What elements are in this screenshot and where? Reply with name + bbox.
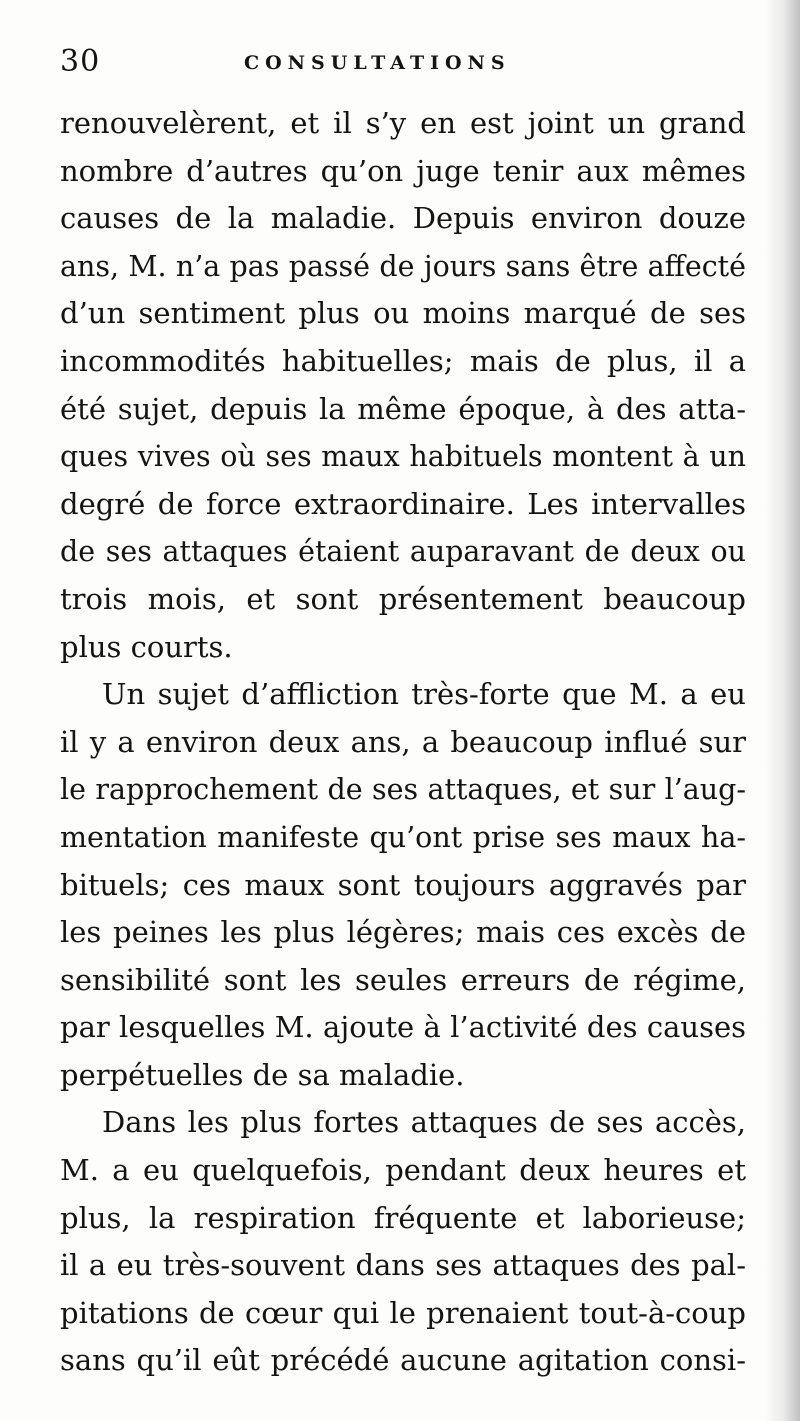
text-line: pitations de cœur qui le prenaient tout-à-coup [60,1295,746,1330]
text-line: M. a eu quelquefois, pendant deux heures et [60,1153,746,1188]
text-line: plus courts. [60,629,233,664]
text-line: ans, M. n’a pas passé de jours sans être affecté [60,249,746,283]
text-line: causes de la maladie. Depuis environ douze [60,201,746,236]
text-line: ques vives où ses maux habituels montent à un [60,440,746,474]
text-line: mentation manifeste qu’ont prise ses maux ha- [60,820,746,854]
page-edge-shadow [764,0,800,1421]
paragraph-1 [60,100,746,671]
text-line: de ses attaques étaient auparavant de deux ou [60,535,746,569]
text-line: le rapprochement de ses attaques, et sur l’aug- [60,773,746,807]
text-line: d’un sentiment plus ou moins marqué de ses [60,296,746,331]
text-line: perpétuelles de sa maladie. [60,1057,465,1092]
text-line: sans qu’il eût précédé aucune agitation consi- [60,1343,746,1378]
text-line: il a eu très-souvent dans ses attaques des pal- [60,1248,746,1283]
page-header [60,44,750,92]
text-line: sensibilité sont les seules erreurs de régime, [60,962,746,997]
text-line: Dans les plus fortes attaques de ses accès, [102,1105,746,1140]
text-line: renouvelèrent, et il s’y en est joint un grand [60,106,746,140]
paragraph-2 [60,671,746,1099]
text-line: plus, la respiration fréquente et laborieuse; [60,1200,746,1235]
text-line: degré de force extraordinaire. Les intervalles [60,486,746,521]
text-line: trois mois, et sont présentement beaucoup [60,581,746,616]
page-number: 30 [60,44,101,79]
body-text [60,100,746,1385]
text-line: Un sujet d’affliction très-forte que M. a eu [102,677,746,712]
text-line: été sujet, depuis la même époque, à des atta- [60,391,746,426]
paragraph-3 [60,1099,746,1385]
text-line: par lesquelles M. ajoute à l’activité des causes [60,1010,746,1045]
text-line: nombre d’autres qu’on juge tenir aux mêmes [60,153,746,188]
text-line: les peines les plus légères; mais ces excès de [60,915,746,950]
text-line: il y a environ deux ans, a beaucoup influé sur [60,724,746,759]
text-line: incommodités habituelles; mais de plus, il a [60,343,746,378]
running-head: CONSULTATIONS [244,52,511,74]
text-line: bituels; ces maux sont toujours aggravés par [60,867,746,902]
